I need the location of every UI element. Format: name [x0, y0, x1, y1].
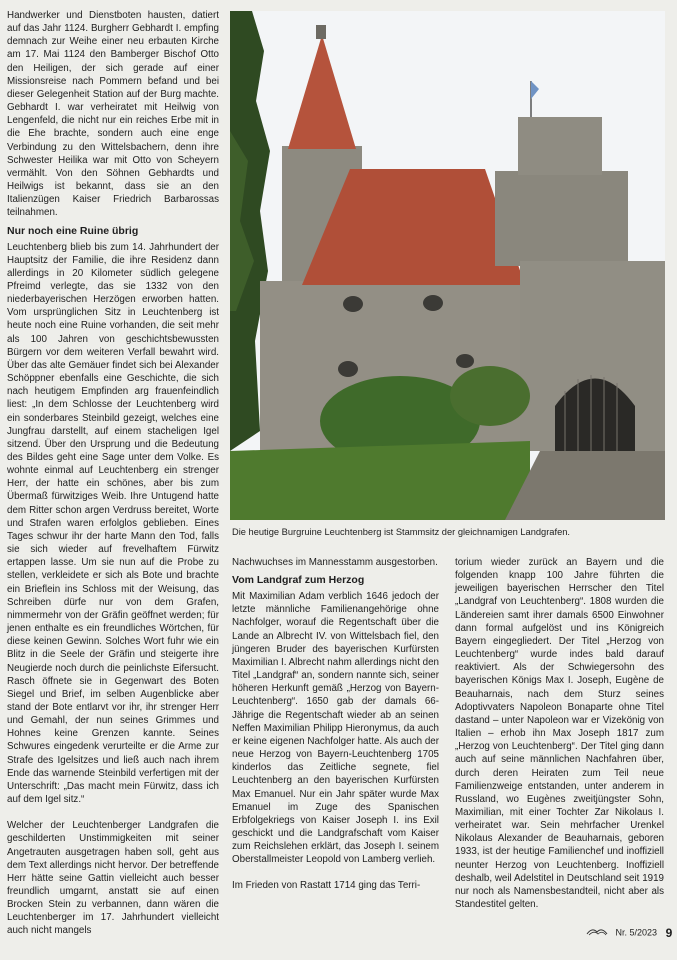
photo-caption: Die heutige Burgruine Leuchtenberg ist Stammsitz der gleichnamigen Landgrafen. [232, 527, 570, 537]
page-footer [586, 925, 672, 940]
section-heading-herzog: Vom Landgraf zum Herzog [232, 574, 365, 587]
paragraph-continuation: Nachwuchses im Mannesstamm ausgestorben. [232, 557, 438, 568]
paragraph-rastatt: Im Frieden von Rastatt 1714 ging das Terri- [232, 880, 421, 892]
text-column-3 [455, 556, 664, 911]
paragraph-legend: Leuchtenberg blieb bis zum 14. Jahrhundert der Hauptsitz der Familie, die ihre Residenz dann allerdings in 20 Kilometer südlich gelegene Pfreimd verlegte, das sie 1332 von den niederbayerischen Herzögen erworben hatten. Vom ursprünglichen Sitz in Leuchtenberg ist heute noch eine Ruine vorhanden, die seit mehr als 100 Jahren von geschichtsbewussten Bürgern vor dem weiteren Verfall bewahrt wird. Über das alte Gemäuer findet sich bei Alexander Schöppner ebenfalls eine Geschichte, die sich nach heutigem Empfinden arg frauenfeindlich liest: „In dem Schlosse der Leuchtenberg wird ein sonderbares Steinbild gezeigt, welches eine Jungfrau darstellt, auf einem stacheligen Igel sitzend. Über den Ursprung und die Bedeutung des Bildes geht eine Sage unter dem Volke. Es wohnte einmal auf Leuchtenberg ein strenger Herr, der hatte ein schönes, aber bis zum Übermaß fürwitziges Weib. Ihre Untugend hatte dem Ritter schon argen Verdruss bereitet, Worte und Strafen waren erfolglos geblieben. Eines Tages schwur ihr der harte Mann den Tod, falls sie sich wieder auf frevelhaftem Fürwitz ertappen lasse. Um sie nun auf die Probe zu stellen, verkleidete er sich als Bote und brachte ein Brieflein ins Schloss mit der Weisung, das Schreiben dürfe nur von dem Grafen, nimmermehr von der Gräfin geöffnet werden; für jenen enthalte es ein freundliches Wörtchen, für diese keinen Gewinn. Solches Wort fuhr wie ein Blitz in die Seele der Gräfin und steigerte ihre Neugierde noch durch die peinlichste Eifersucht. Rasch öffnete sie in Gegenwart des Boten Siegel und Brief, im selben Augenblicke aber stand der Bote entlarvt vor ihr, ihr strenger Herr und Gemahl, der nun seines Grimmes und Hohnes keine Grenzen kannte. Seines Schwures eingedenk verurteilte er die Arme zur Strafe des Igelsitzes und ließ auch nach ihrem Ende das warnende Steinbild verfertigen mit der Unterschrift: „Das macht mein Fürwitz, dass ich auf dem Igel sitz.“ [7, 241, 219, 806]
paragraph-herzog: Mit Maximilian Adam verblich 1646 jedoch der letzte männliche Familienangehörige ohne Nachfolger, worauf die Regentschaft über die Lande an Albrecht IV. von Wittelsbach fiel, den jüngeren Bruder des bayerischen Kurfürsten Maximilian I. Albrecht nahm allerdings nicht den Titel „Landgraf“ an, sondern nannte sich, seiner höheren Herkunft gemäß „Herzog von Bayern-Leuchtenberg“. 1650 gab der damals 66-Jährige die Regentschaft wieder ab an seinen Neffen Maximilian Philipp Hieronymus, da auch er keine eigenen Nachfolger hatte. Als auch der neue Herzog von Bayern-Leuchtenberg 1705 kinderlos das Zeitliche segnete, fiel Leuchtenberg an den bayerischen Kurfürsten Max Emanuel. Nur ein Jahr später wurde Max Emanuel im Zuge des Spanischen Erbfolgekriegs von Kaiser Joseph I. ins Exil geschickt und die Landgrafschaft vom Kaiser zum Reichslehen erklärt, das Joseph I. seinem Oberstallmeister Leopold von Lamberg verlieh. [232, 591, 439, 866]
paragraph-landgrafen: Welcher der Leuchtenberger Landgrafen die geschilderten Unstimmigkeiten mit seiner Angetrauten ausgetragen haben soll, geht aus dem Text allerdings nicht hervor. Der betreffende Herr hätte seine Gattin vielleicht auch besser freundlich umgarnt, anstatt sie auf einen Brocken Stein zu verbannen, dann wären die Leuchtenberger im 17. Jahrhundert vielleicht auch nicht mangels [7, 820, 219, 937]
text-column-1 [7, 9, 219, 938]
window-round [343, 296, 363, 312]
section-heading-ruine: Nur noch eine Ruine übrig [7, 224, 139, 237]
issue-number: Nr. 5/2023 [615, 927, 658, 938]
castle-photo [230, 11, 665, 520]
page-number: 9 [665, 925, 673, 940]
paragraph-intro: Handwerker und Dienstboten hausten, datiert auf das Jahr 1124. Burgherr Gebhardt I. empfing demnach zur Weihe einer neu erbauten Kirche am 17. Mai 1124 den Bamberger Bischof Otto den Heiligen, der sich gerade auf einer Missionsreise nach Pommern befand und bei dieser Gelegenheit Station auf der Burg machte. Gebhardt I. war verheiratet mit Heilwig von Lengenfeld, die nicht nur ein reiches Erbe mit in die Ehe brachte, sondern auch eine enge Verbindung zu den Wittelsbachern, denn ihre Schwester Heilika war mit Otto von Scheyern vermählt. Von den Söhnen Gebhardts und Heilwigs ist bekannt, dass sie an den Italienzügen Kaiser Friedrich Barbarossas teilnahmen. [7, 10, 219, 219]
keep-tower [495, 171, 628, 266]
paragraph-bayern: torium wieder zurück an Bayern und die folgenden knapp 100 Jahre führten die jeweiligen bayerischen Herrscher den Titel „Landgraf von Leuchtenberg“. 1808 wurden die Ländereien samt ihrer damals 6500 Einwohner dann formal aufgelöst und ins Königreich Bayern eingegliedert. Der Titel „Herzog von Leuchtenberg“ wurde indes bald darauf reaktiviert. Als der Schwiegersohn des bayerischen Königs Max I. Joseph, Eugène de Beauharnais, nach dem Sturz seines Adoptivvaters Napoleon Bonaparte ohne Titel dastand – unter Napoleon war er Vizekönig von Italien – erhob ihn Max Joseph 1817 zum „Herzog von Leuchtenberg“. Der Titel ging dann auch auf seine männlichen Nachfahren über, durch deren Heiraten zum Teil neue Familienzweige entstanden, unter anderem in Russland, wo Eugènes zweitjüngster Sohn, Maximilian, mit einer Tochter Zar Nikolaus I. verheiratet war. Sein mehrfacher Urenkel Nikolaus Alexander de Beauharnais, geboren 1933, ist der heutige Familienchef und inoffiziell neunter Herzog von Leuchtenberg. Inoffiziell deshalb, weil Adelstitel in Deutschland seit 1919 nur noch als Namensbestandteil, nicht aber als Standestitel gelten. [455, 557, 664, 911]
magazine-logo-icon [586, 926, 608, 940]
text-column-2 [232, 556, 439, 893]
grass [230, 441, 530, 520]
